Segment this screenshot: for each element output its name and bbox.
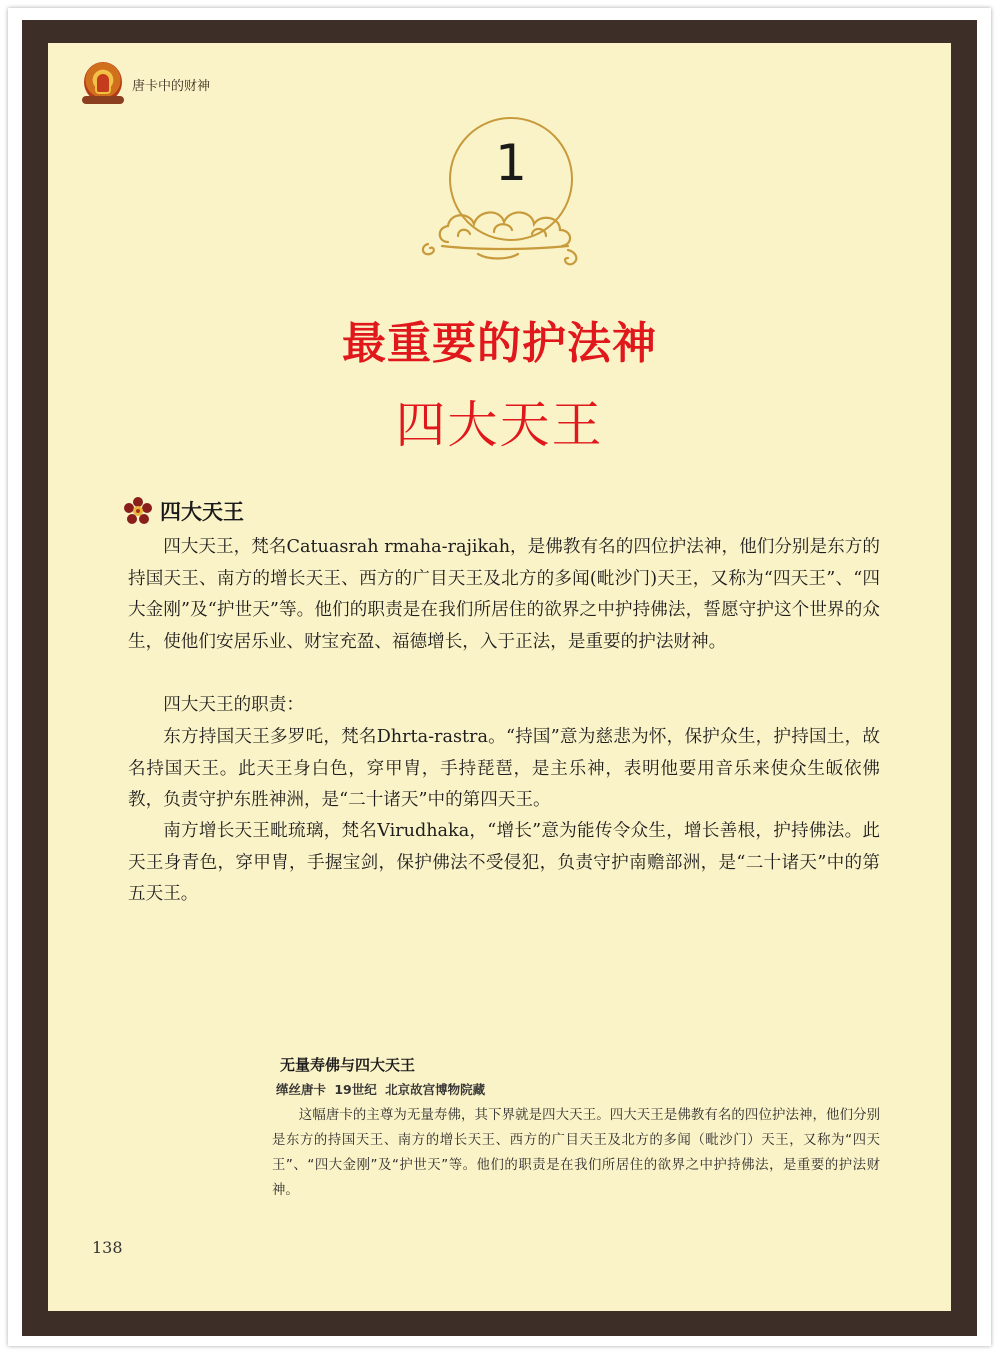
auspicious-cloud-icon: [418, 198, 590, 270]
chapter-number: 1: [495, 134, 527, 192]
flower-icon: [122, 495, 154, 527]
thangka-deity-icon: [80, 62, 126, 106]
body-paragraph: 东方持国天王多罗吒，梵名Dhrta-rastra。“持国”意为慈悲为怀，保护众生，护持国土，故名持国天王。此天王身白色，穿甲胄，手持琵琶，是主乐神，表明他要用音乐来使众生皈依佛教，负责守护东胜神洲，是“二十诸天”中的第四天王。: [128, 727, 880, 810]
caption-title: 无量寿佛与四大天王: [280, 1056, 416, 1074]
body-paragraph: 南方增长天王毗琉璃，梵名Virudhaka，“增长”意为能传令众生，增长善根，护持佛法。此天王身青色，穿甲胄，手握宝剑，保护佛法不受侵犯，负责守护南赡部洲，是“二十诸天”中的第五天王。: [128, 821, 880, 904]
running-header: [80, 64, 210, 104]
caption-subtitle: 缂丝唐卡 19世纪 北京故宫博物院藏: [276, 1082, 486, 1097]
page-number: 138: [92, 1238, 123, 1257]
chapter-title-line2: 四大天王: [395, 396, 604, 454]
caption-body: 这幅唐卡的主尊为无量寿佛，其下界就是四大天王。四大天王是佛教有名的四位护法神，他们分别是东方的持国天王、南方的增长天王、西方的广目天王及北方的多闻（毗沙门）天王，又称为“四天王”、“四大金刚”及“护世天”等。他们的职责是在我们所居住的欲界之中护持佛法，是重要的护法财神。: [272, 1108, 880, 1198]
body-paragraph: 四大天王，梵名Catuasrah rmaha-rajikah，是佛教有名的四位护法神，他们分别是东方的持国天王、南方的增长天王、西方的广目天王及北方的多闻(毗沙门)天王，又称为“四天王”、“四大金刚”及“护世天”等。他们的职责是在我们所居住的欲界之中护持佛法，誓愿守护这个世界的众生，使他们安居乐业、财宝充盈、福德增长，入于正法，是重要的护法财神。: [128, 537, 880, 652]
running-header-title: 唐卡中的财神: [132, 78, 211, 94]
section-title: 四大天王: [160, 499, 244, 524]
section-heading: [122, 494, 244, 528]
chapter-title-line1: 最重要的护法神: [342, 318, 657, 369]
body-paragraph: 四大天王的职责：: [163, 695, 304, 715]
